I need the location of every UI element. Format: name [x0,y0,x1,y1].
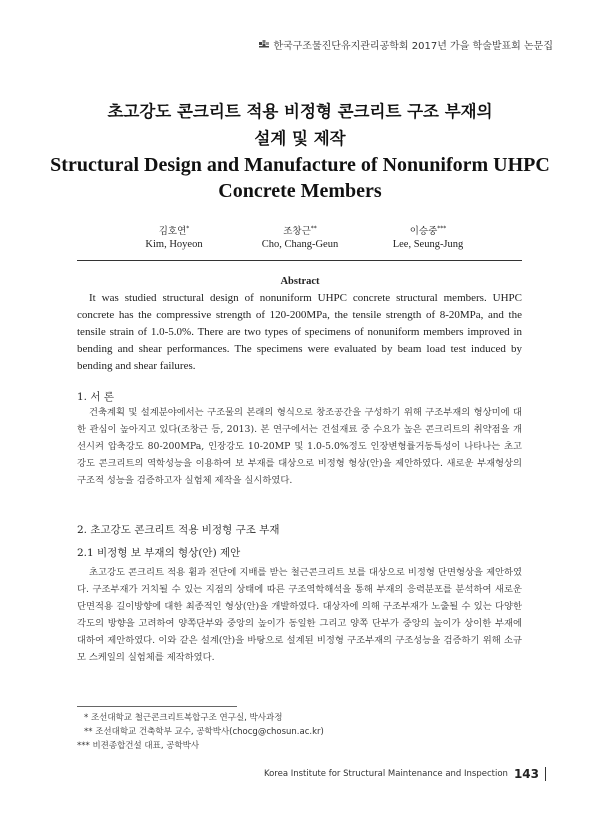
title-english [0,152,600,204]
journal-header [259,37,553,52]
footnote-2: ** 조선대학교 건축학부 교수, 공학박사(chocg@chosun.ac.kr) [84,727,324,737]
header-text: 한국구조물진단유지관리공학회 2017년 가을 학술발표회 논문집 [273,41,553,52]
title-ko-line2: 설계 및 제작 [254,129,346,148]
section-2-1-text: 초고강도 콘크리트 적용 휨과 전단에 지배를 받는 철근콘크리트 보를 대상으로 비정형 단면형상을 제안하였다. 구조부재가 거치될 수 있는 지점의 상태에 따른 구조역학해석을 통해 부재의 응력분포를 분석하여 새로운 단면적용 길이방향에 대한 최종적인 형상(안)을 개발하였다. 대상자에 의해 구조부재가 노출될 수 있는 다양한 각도의 방향을 고려하여 양쪽단부와 중앙의 높이가 동일한 그리고 양쪽 단부가 중앙의 높이가 상이한 부재에 대하여 제안하였다. 이와 같은 설계(안)을 바탕으로 설계된 비정형 구조부재의 구조성능을 검증하기 위해 소규모 스케일의 실험체를 제작하였다. [77,567,522,663]
footer-text: Korea Institute for Structural Maintenance and Inspection [263,769,508,779]
author-3-mark: *** [437,225,447,232]
page-number: 143 [513,767,539,781]
abstract-heading: Abstract [280,276,320,287]
section-1-heading: 1. 서 론 [77,391,114,403]
author-1-name-ko: 김호연 [158,226,187,238]
author-2-name-ko: 조창근 [283,226,311,238]
footnote-divider [77,706,237,707]
author-3 [348,222,508,251]
footnote-1: * 조선대학교 철근콘크리트복합구조 연구실, 박사과정 [84,713,283,723]
author-1-mark: * [186,225,190,232]
author-2-name-en: Cho, Chang-Geun [261,239,339,251]
footer-bar [545,767,546,781]
author-1-name-en: Kim, Hoyeon [145,239,203,251]
author-2-mark: ** [310,225,317,232]
author-3-name-ko: 이승중 [409,226,438,238]
title-ko-line1: 초고강도 콘크리트 적용 비정형 콘크리트 구조 부재의 [107,102,493,121]
title-korean [0,98,600,152]
section-2-heading: 2. 초고강도 콘크리트 적용 비정형 구조 부재 [77,524,280,536]
page-footer [264,767,546,781]
author-3-name-en: Lee, Seung-Jung [392,239,464,251]
abstract-text: It was studied structural design of nonuniform UHPC concrete structural members. UHPC concrete has the compressive strength of 120-200MPa, the tensile strength of 8-20MPa, and the tensile strain of 1.0-5.0%. There are two types of specimens of nonuniform members improved in bending and shear performances. The specimens were evaluated by beam load test induced by bending and shear failures. [77,292,522,372]
title-en-line1: Structural Design and Manufacture of Nonuniform UHPC [50,154,550,176]
book-icon [259,40,269,50]
footnote-3: *** 비젼종합건설 대표, 공학박사 [77,741,200,751]
title-en-line2: Concrete Members [218,180,382,202]
abstract-divider [77,260,522,261]
section-2-1-heading: 2.1 비정형 보 부재의 형상(안) 제안 [77,547,241,559]
section-1-text: 건축계획 및 설계분야에서는 구조물의 본래의 형식으로 창조공간을 구성하기 위해 구조부재의 형상미에 대한 관심이 높아지고 있다(조창근 등, 2013). 본 연구에서는 건설재료 중 수요가 높은 콘크리트의 취약점을 개선시켜 압축강도 80-200MPa, 인장강도 10-20MP 및 1.0-5.0%정도 인장변형률거동특성이 나타나는 초고강도 콘크리트의 역학성능을 이용하여 보 부재를 대상으로 비정형 형상(안)을 제안하였다. 새로운 부재형상의 구조적 성능을 검증하고자 실험체 제작을 실시하였다. [77,407,522,486]
